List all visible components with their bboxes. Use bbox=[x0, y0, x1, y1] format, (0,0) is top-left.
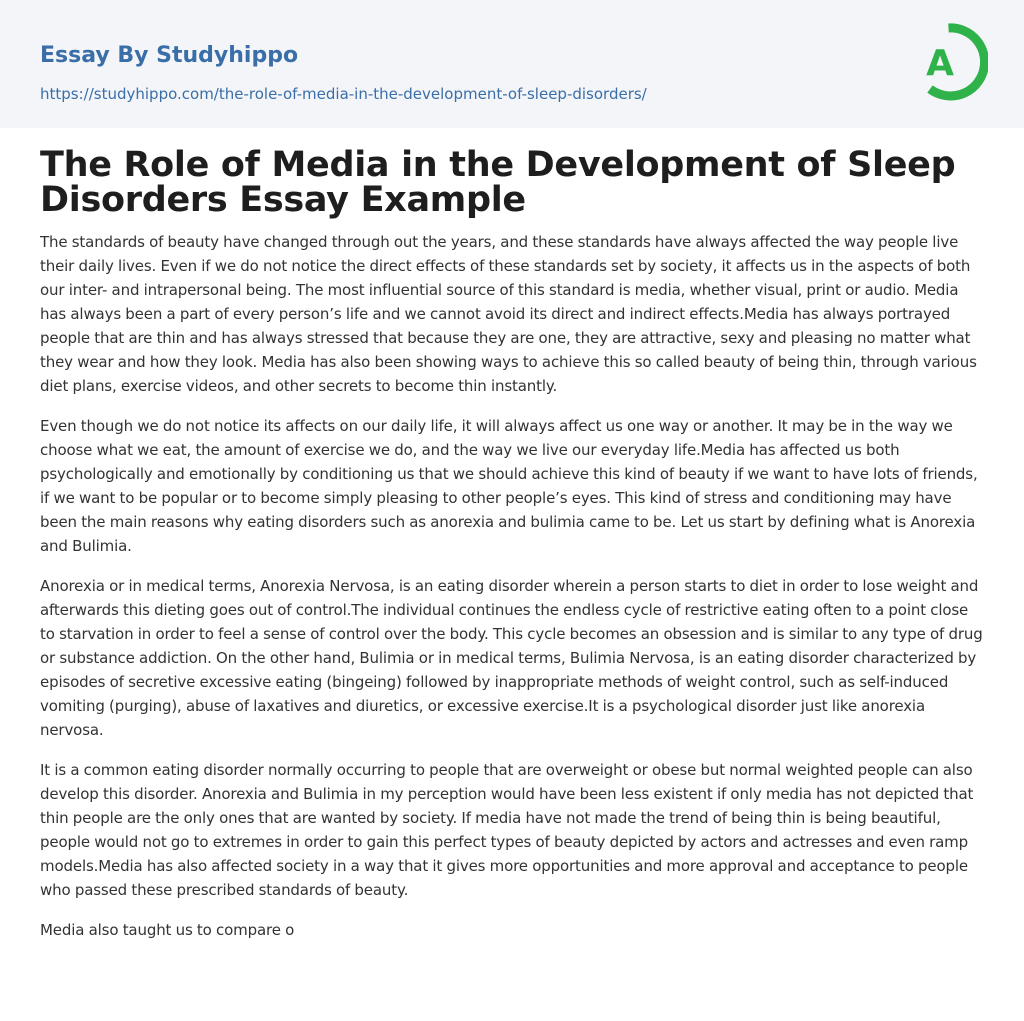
site-header bbox=[0, 0, 1024, 128]
essay-body bbox=[40, 230, 984, 958]
studyhippo-logo-icon[interactable] bbox=[908, 18, 988, 108]
essay-paragraph: Anorexia or in medical terms, Anorexia Nervosa, is an eating disorder wherein a person starts to diet in order to lose weight and afterwards this dieting goes out of control.The individual continues the endless cycle of restrictive eating often to a point close to starvation in order to feel a sense of control over the body. This cycle becomes an obsession and is similar to any type of drug or substance addiction. On the other hand, Bulimia or in medical terms, Bulimia Nervosa, is an eating disorder characterized by episodes of secretive excessive eating (bingeing) followed by inappropriate methods of weight control, such as self-induced vomiting (purging), abuse of laxatives and diuretics, or excessive exercise.It is a psychological disorder just like anorexia nervosa. bbox=[40, 577, 983, 739]
essay-paragraph: The standards of beauty have changed through out the years, and these standards have always affected the way people live their daily lives. Even if we do not notice the direct effects of these standards set by society, it affects us in the aspects of both our inter- and intrapersonal being. The most influential source of this standard is media, whether visual, print or audio. Media has always been a part of every person’s life and we cannot avoid its direct and indirect effects.Media has always portrayed people that are thin and has always stressed that because they are one, they are attractive, sexy and pleasing no matter what they wear and how they look. Media has also been showing ways to achieve this so called beauty of being thin, through various diet plans, exercise videos, and other secrets to become thin instantly. bbox=[40, 233, 977, 395]
source-url-link[interactable]: https://studyhippo.com/the-role-of-media-in-the-development-of-sleep-disorders/ bbox=[40, 85, 647, 103]
brand-title[interactable]: Essay By Studyhippo bbox=[40, 43, 299, 68]
essay-paragraph: It is a common eating disorder normally occurring to people that are overweight or obese but normal weighted people can also develop this disorder. Anorexia and Bulimia in my perception would have been less existent if only media has not depicted that thin people are the only ones that are wanted by society. If media have not made the trend of being thin is being beautiful, people would not go to extremes in order to gain this perfect types of beauty depicted by actors and actresses and even ramp models.Media has also affected society in a way that it gives more opportunities and more approval and acceptance to people who passed these prescribed standards of beauty. bbox=[40, 761, 974, 899]
essay-paragraph: Even though we do not notice its affects on our daily life, it will always affect us one way or another. It may be in the way we choose what we eat, the amount of exercise we do, and the way we live our everyday life.Media has affected us both psychologically and emotionally by conditioning us that we should achieve this kind of beauty if we want to have lots of friends, if we want to be popular or to become simply pleasing to other people’s eyes. This kind of stress and conditioning may have been the main reasons why eating disorders such as anorexia and bulimia came to be. Let us start by defining what is Anorexia and Bulimia. bbox=[40, 417, 978, 555]
essay-title: The Role of Media in the Development of Sleep Disorders Essay Example bbox=[40, 145, 956, 220]
essay-paragraph-truncated: Media also taught us to compare o bbox=[40, 921, 295, 939]
logo-letter: A bbox=[926, 43, 954, 84]
